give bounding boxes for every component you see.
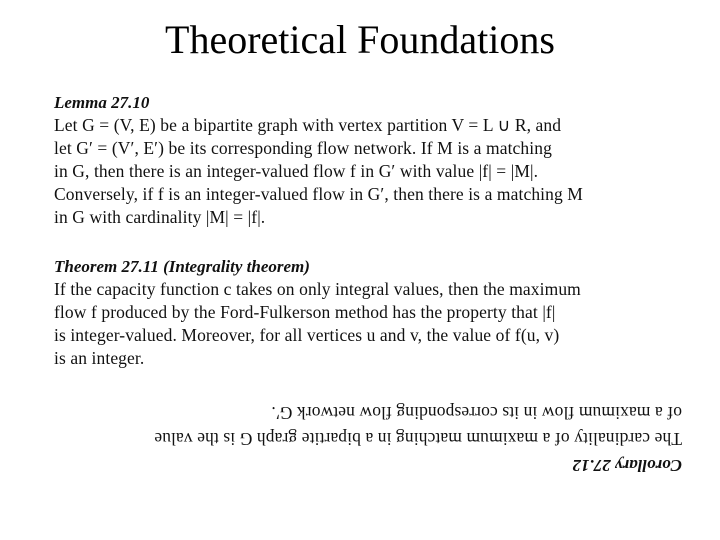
lemma-heading: Lemma 27.10 — [54, 93, 150, 112]
lemma-line: let G′ = (V′, E′) be its corresponding flow network. If M is a matching — [54, 138, 552, 158]
theorem-line: is integer-valued. Moreover, for all vertices u and v, the value of f(u, v) — [54, 325, 560, 345]
lemma-line: in G with cardinality |M| = |f|. — [54, 207, 266, 227]
corollary-heading: Corollary 27.12 — [572, 456, 682, 475]
lemma-line: Conversely, if f is an integer-valued flow in G′, then there is a matching M — [54, 184, 583, 204]
theorem-line: flow f produced by the Ford-Fulkerson method has the property that |f| — [54, 302, 556, 322]
lemma-line: in G, then there is an integer-valued flow f in G′ with value |f| = |M|. — [54, 161, 539, 181]
lemma-line: Let G = (V, E) be a bipartite graph with vertex partition V = L ∪ R, and — [54, 115, 562, 135]
theorem-line: is an integer. — [54, 348, 145, 368]
lemma-block — [54, 92, 684, 229]
theorem-heading: Theorem 27.11 — [54, 257, 159, 276]
corollary-line: of a maximum flow in its corresponding flow network G′. — [271, 403, 682, 423]
theorem-block — [54, 256, 684, 370]
corollary-block-upside-down — [52, 400, 682, 478]
theorem-line: If the capacity function c takes on only integral values, then the maximum — [54, 279, 581, 299]
slide-title: Theoretical Foundations — [165, 17, 555, 62]
theorem-subheading: (Integrality theorem) — [163, 257, 310, 276]
theorem-heading-row — [54, 256, 684, 278]
corollary-line: The cardinality of a maximum matching in a bipartite graph G is the value — [154, 429, 682, 449]
